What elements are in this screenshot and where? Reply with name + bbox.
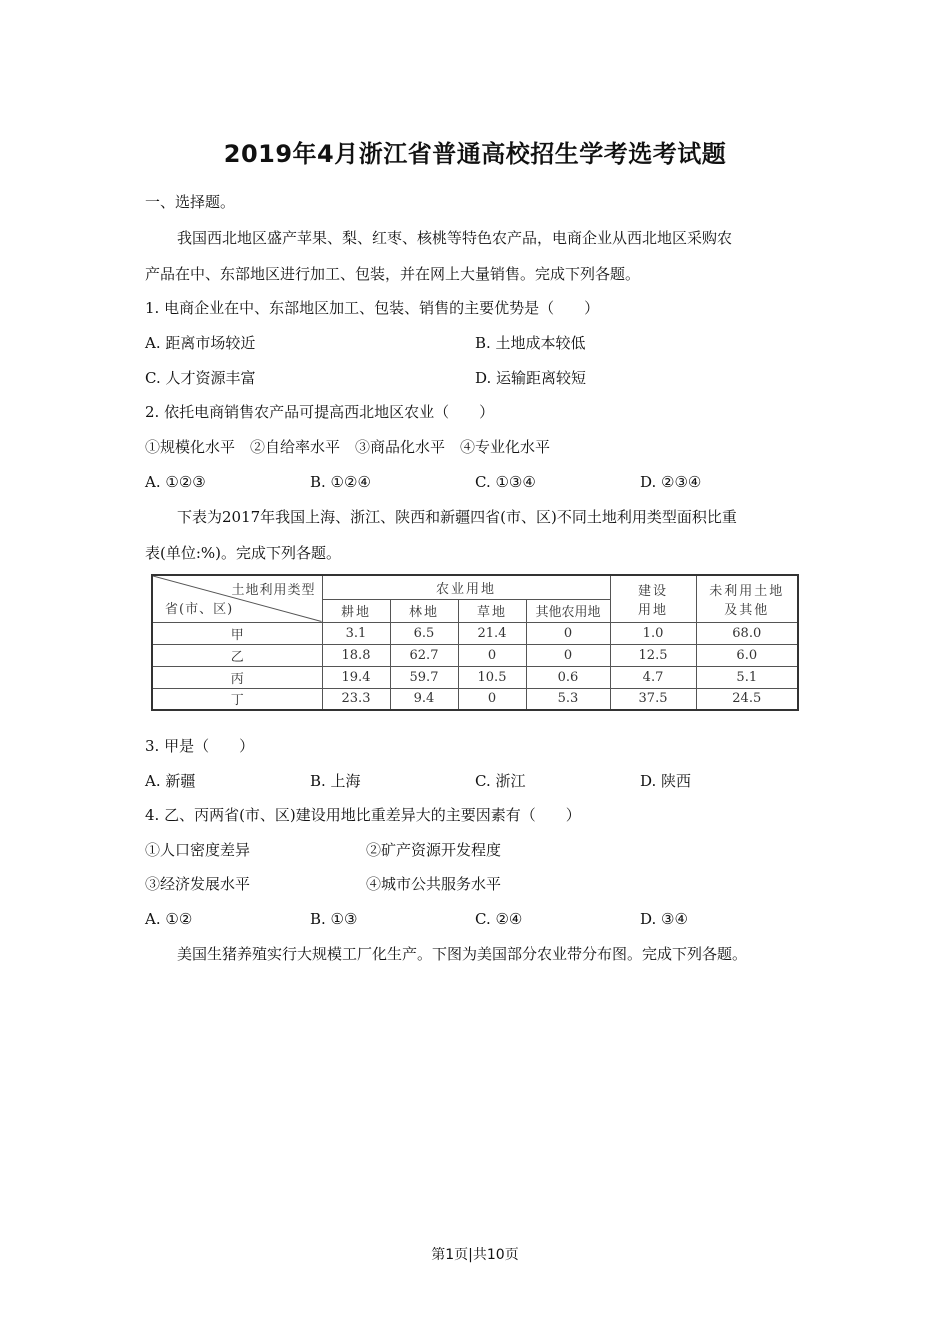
question-2-option-d: D. ②③④ [640, 473, 702, 491]
question-1-option-c: C. 人才资源丰富 [145, 369, 256, 387]
table-cell: 3.1 [322, 622, 390, 644]
question-2-stem: 2. 依托电商销售农产品可提高西北地区农业（ ） [145, 403, 495, 421]
header-construction-line-2: 用地 [638, 602, 669, 618]
table-cell: 0 [526, 622, 610, 644]
header-construction-land [610, 575, 696, 622]
table-cell: 68.0 [696, 622, 798, 644]
question-3-option-b: B. 上海 [310, 772, 361, 790]
question-4-option-a: A. ①② [145, 910, 193, 928]
table-corner-header [152, 575, 322, 622]
table-cell: 5.1 [696, 666, 798, 688]
table-cell: 12.5 [610, 644, 696, 666]
corner-header-bottom: 省(市、区) [165, 601, 234, 617]
table-cell: 10.5 [458, 666, 526, 688]
question-1-option-d: D. 运输距离较短 [475, 369, 587, 387]
header-forest-land: 林地 [390, 599, 458, 622]
table-cell: 4.7 [610, 666, 696, 688]
table-cell: 62.7 [390, 644, 458, 666]
table-cell: 5.3 [526, 688, 610, 710]
intro-paragraph-2-line-1: 下表为2017年我国上海、浙江、陕西和新疆四省(市、区)不同土地利用类型面积比重 [177, 508, 737, 526]
intro-paragraph-1-line-1: 我国西北地区盛产苹果、梨、红枣、核桃等特色农产品，电商企业从西北地区采购农 [177, 229, 733, 247]
header-other-agricultural-land: 其他农用地 [526, 599, 610, 622]
question-4-item-3: ③经济发展水平 [145, 875, 251, 893]
question-1-option-a: A. 距离市场较近 [145, 334, 256, 352]
table-cell: 1.0 [610, 622, 696, 644]
page-footer: 第1页|共10页 [431, 1247, 519, 1263]
table-cell: 6.0 [696, 644, 798, 666]
question-2-items: ①规模化水平 ②自给率水平 ③商品化水平 ④专业化水平 [145, 438, 551, 456]
intro-paragraph-2-line-2: 表(单位:%)。完成下列各题。 [145, 544, 342, 562]
table-cell: 0 [458, 688, 526, 710]
question-3-stem: 3. 甲是（ ） [145, 737, 255, 755]
question-4-item-1: ①人口密度差异 [145, 841, 251, 859]
question-4-option-c: C. ②④ [475, 910, 523, 928]
section-heading: 一、选择题。 [145, 193, 236, 211]
question-2-option-b: B. ①②④ [310, 473, 371, 491]
question-2-option-a: A. ①②③ [145, 473, 206, 491]
question-3-option-c: C. 浙江 [475, 772, 526, 790]
row-label: 丁 [152, 688, 322, 710]
header-unused-line-1: 未利用土地 [709, 583, 785, 599]
intro-paragraph-3: 美国生猪养殖实行大规模工厂化生产。下图为美国部分农业带分布图。完成下列各题。 [177, 945, 748, 963]
table-cell: 37.5 [610, 688, 696, 710]
table-row [152, 688, 798, 710]
header-cultivated-land: 耕地 [322, 599, 390, 622]
table-cell: 21.4 [458, 622, 526, 644]
header-agricultural-land: 农业用地 [322, 575, 610, 599]
table-cell: 59.7 [390, 666, 458, 688]
header-grassland: 草地 [458, 599, 526, 622]
row-label: 丙 [152, 666, 322, 688]
table-cell: 23.3 [322, 688, 390, 710]
table-cell: 0 [458, 644, 526, 666]
header-unused-land [696, 575, 798, 622]
header-construction-line-1: 建设 [638, 583, 669, 599]
row-label: 乙 [152, 644, 322, 666]
question-3-option-d: D. 陕西 [640, 772, 692, 790]
land-use-table [151, 574, 799, 711]
question-4-option-b: B. ①③ [310, 910, 358, 928]
table-cell: 24.5 [696, 688, 798, 710]
question-4-option-d: D. ③④ [640, 910, 688, 928]
intro-paragraph-1-line-2: 产品在中、东部地区进行加工、包装，并在网上大量销售。完成下列各题。 [145, 265, 641, 283]
question-2-option-c: C. ①③④ [475, 473, 536, 491]
question-1-stem: 1. 电商企业在中、东部地区加工、包装、销售的主要优势是（ ） [145, 299, 600, 317]
land-use-table-container [151, 574, 797, 710]
row-label: 甲 [152, 622, 322, 644]
question-3-option-a: A. 新疆 [145, 772, 196, 790]
header-unused-line-2: 及其他 [724, 602, 770, 618]
corner-header-top: 土地利用类型 [231, 583, 316, 598]
table-row [152, 666, 798, 688]
question-4-item-2: ②矿产资源开发程度 [366, 841, 502, 859]
table-cell: 9.4 [390, 688, 458, 710]
table-cell: 6.5 [390, 622, 458, 644]
table-cell: 19.4 [322, 666, 390, 688]
table-cell: 0 [526, 644, 610, 666]
question-1-option-b: B. 土地成本较低 [475, 334, 586, 352]
table-row [152, 622, 798, 644]
page-title: 2019年4月浙江省普通高校招生学考选考试题 [223, 140, 727, 168]
question-4-item-4: ④城市公共服务水平 [366, 875, 502, 893]
table-cell: 18.8 [322, 644, 390, 666]
table-cell: 0.6 [526, 666, 610, 688]
table-row [152, 644, 798, 666]
question-4-stem: 4. 乙、丙两省(市、区)建设用地比重差异大的主要因素有（ ） [145, 806, 581, 824]
